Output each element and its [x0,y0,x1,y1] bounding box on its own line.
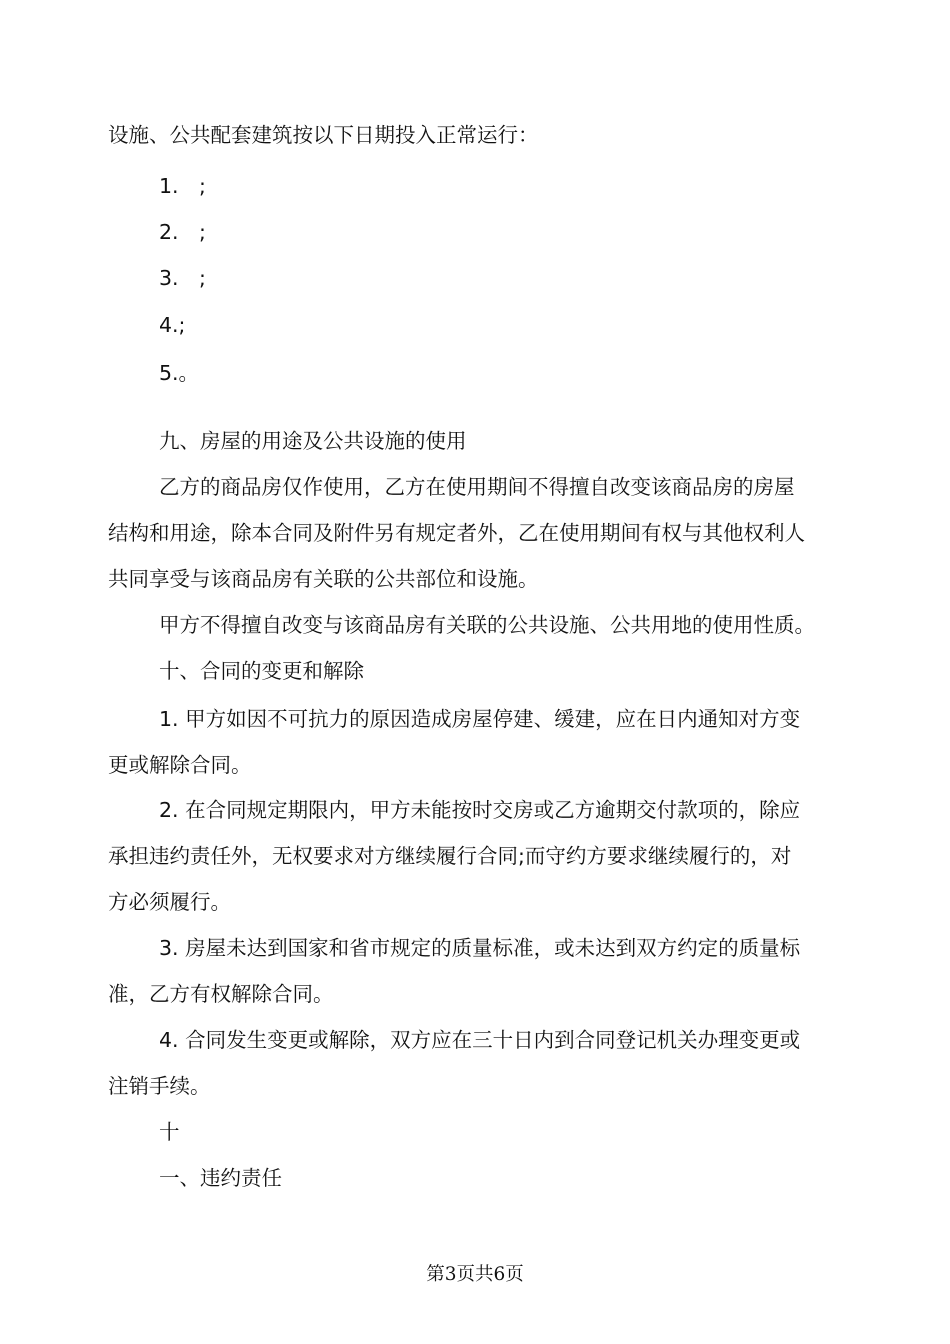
section-9-para1-line2: 结构和用途，除本合同及附件另有规定者外，乙在使用期间有权与其他权利人 [108,521,805,545]
section-10-item2-line1: 2. 在合同规定期限内，甲方未能按时交房或乙方逾期交付款项的，除应 [159,798,801,822]
facility-item-1: 1. ; [159,174,206,198]
page-number-footer: 第3页共6页 [426,1264,524,1285]
section-10-item2-line3: 方必须履行。 [108,890,231,914]
section-10-item3-line2: 准，乙方有权解除合同。 [108,982,334,1006]
section-9-heading: 九、房屋的用途及公共设施的使用 [159,429,467,453]
section-9-para1-line1: 乙方的商品房仅作使用，乙方在使用期间不得擅自改变该商品房的房屋 [159,475,795,499]
facility-item-4: 4.; [159,313,186,337]
section-10-item1-line1: 1. 甲方如因不可抗力的原因造成房屋停建、缓建，应在日内通知对方变 [159,707,801,731]
section-10-item4-line1: 4. 合同发生变更或解除，双方应在三十日内到合同登记机关办理变更或 [159,1028,801,1052]
section-9-para1-line3: 共同享受与该商品房有关联的公共部位和设施。 [108,567,539,591]
facility-item-2: 2. ; [159,220,206,244]
section-10-item3-line1: 3. 房屋未达到国家和省市规定的质量标准，或未达到双方约定的质量标 [159,936,801,960]
section-11-heading-part2: 一、违约责任 [159,1166,282,1190]
section-10-item4-line2: 注销手续。 [108,1074,211,1098]
intro-line: 设施、公共配套建筑按以下日期投入正常运行： [108,123,539,147]
section-11-heading-part1: 十 [159,1120,180,1144]
facility-item-5: 5.。 [159,361,200,385]
section-9-para2: 甲方不得擅自改变与该商品房有关联的公共设施、公共用地的使用性质。 [159,613,815,637]
facility-item-3: 3. ; [159,266,206,290]
section-10-item1-line2: 更或解除合同。 [108,753,252,777]
section-10-heading: 十、合同的变更和解除 [159,659,364,683]
section-10-item2-line2: 承担违约责任外，无权要求对方继续履行合同;而守约方要求继续履行的，对 [108,844,792,868]
